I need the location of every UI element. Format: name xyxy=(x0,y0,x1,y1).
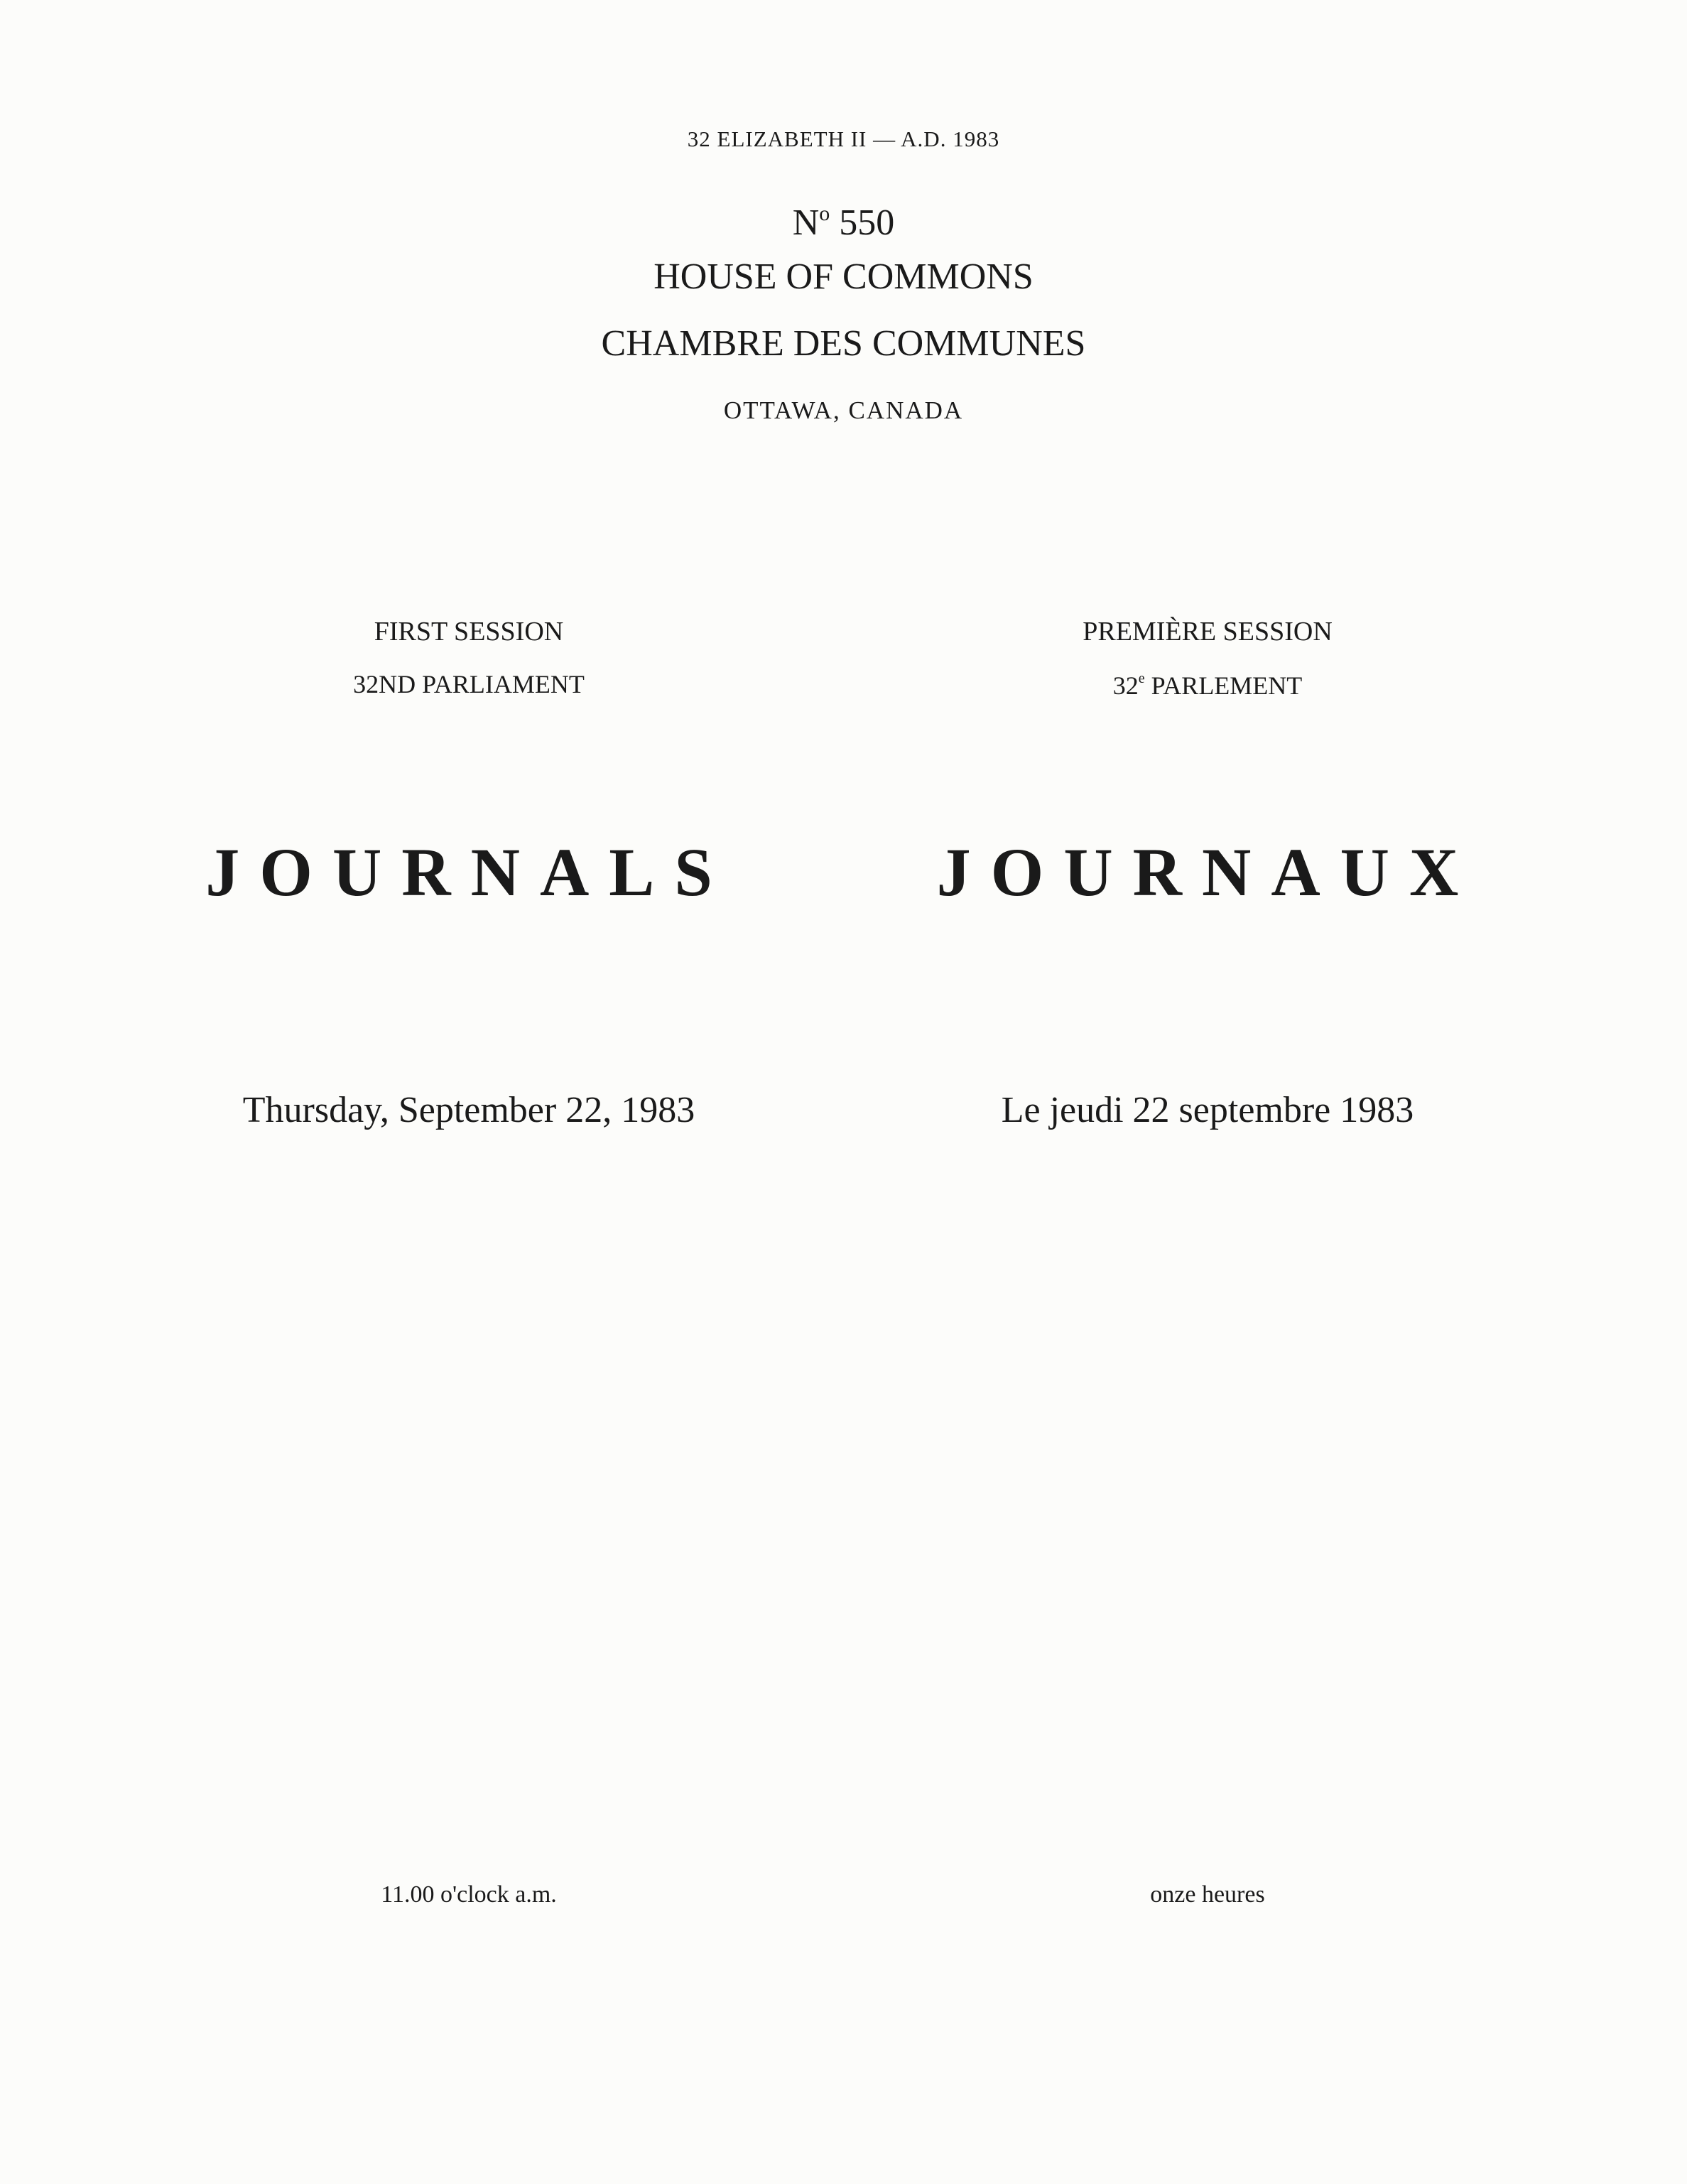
parliament-french-number: 32 xyxy=(1112,671,1139,700)
date-english: Thursday, September 22, 1983 xyxy=(242,1090,695,1130)
regnal-year-line: 32 ELIZABETH II — A.D. 1983 xyxy=(687,126,1000,151)
parliament-french xyxy=(923,671,1492,698)
parliament-french-superscript: e xyxy=(1138,671,1145,686)
session-french: PREMIÈRE SESSION xyxy=(1083,617,1333,647)
sitting-time-english: 11.00 o'clock a.m. xyxy=(381,1881,557,1908)
date-french: Le jeudi 22 septembre 1983 xyxy=(1001,1090,1414,1130)
journals-title-french: JOURNAUX xyxy=(936,834,1479,910)
number-value: 550 xyxy=(830,202,895,243)
journal-number xyxy=(0,203,1687,242)
parliament-french-word: PARLEMENT xyxy=(1144,671,1303,700)
number-superscript: o xyxy=(819,202,830,225)
number-prefix: N xyxy=(792,202,820,243)
sitting-time-french: onze heures xyxy=(1150,1881,1265,1908)
parliament-english: 32ND PARLIAMENT xyxy=(353,670,585,698)
house-name-english: HOUSE OF COMMONS xyxy=(653,256,1034,297)
session-english: FIRST SESSION xyxy=(374,617,564,647)
journals-title-english: JOURNALS xyxy=(205,834,732,910)
house-name-french: CHAMBRE DES COMMUNES xyxy=(601,323,1086,364)
city-line: OTTAWA, CANADA xyxy=(723,396,964,424)
